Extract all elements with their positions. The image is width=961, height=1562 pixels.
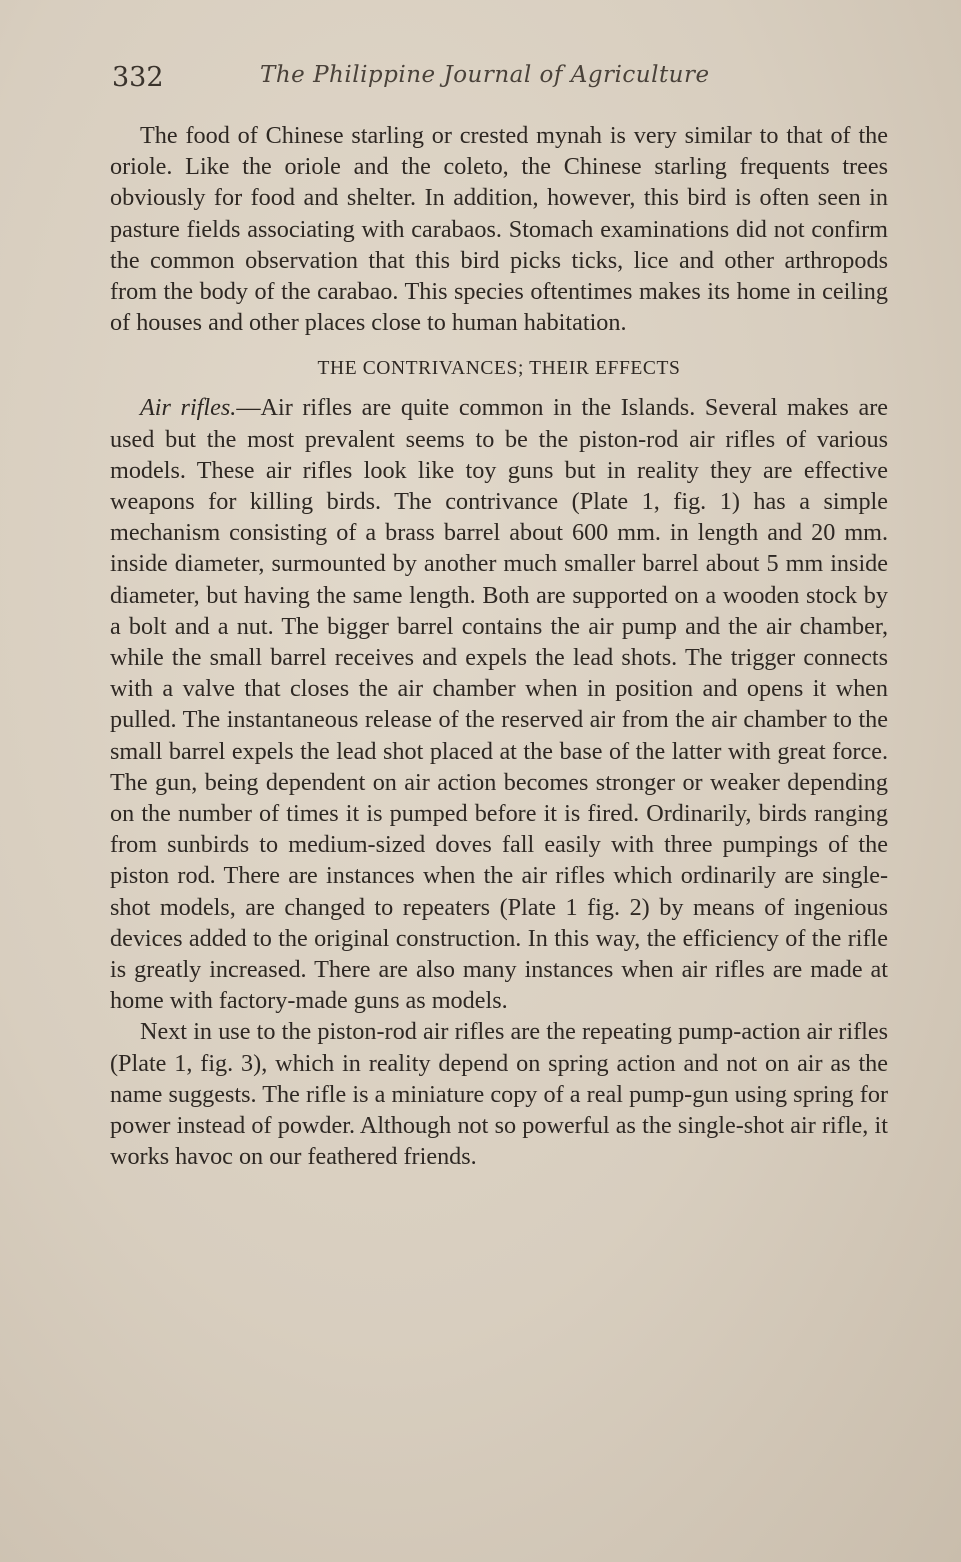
- section-heading: THE CONTRIVANCES; THEIR EFFECTS: [317, 358, 681, 380]
- page-number: 332: [112, 62, 164, 93]
- paragraph-pump-action: Next in use to the piston-rod air rifles are the repeating pump-action air rifles (Plate 1, fig. 3), which in reality depend on spring action and not on air as the name suggests. The rifle is a miniature copy of a real pump-gun using spring for power instead of powder. Although not so powerful as the single-shot air rifle, it works havoc on our feathered friends.: [110, 1018, 888, 1171]
- paragraph-air-rifles: [110, 392, 888, 1016]
- air-rifles-lead-in: Air rifles.: [140, 394, 237, 422]
- journal-title: The Philippine Journal of Agriculture: [260, 62, 710, 88]
- body-text: [110, 120, 888, 1173]
- air-rifles-text: —Air rifles are quite common in the Islands. Several makes are used but the most prevalent seems to be the piston-rod air rifles of various models. These air rifles look like toy guns but in reality they are effective weapons for killing birds. The contrivance (Plate 1, fig. 1) has a simple mechanism consisting of a brass barrel about 600 mm. in length and 20 mm. inside diameter, surmounted by another much smaller barrel about 5 mm inside diameter, but having the same length. Both are supported on a wooden stock by a bolt and a nut. The bigger barrel contains the air pump and the air chamber, while the small barrel receives and expels the lead shots. The trigger connects with a valve that closes the air chamber when in position and opens it when pulled. The instantaneous release of the reserved air from the air chamber to the small barrel expels the lead shot placed at the base of the latter with great force. The gun, being dependent on air action becomes stronger or weaker depending on the number of times it is pumped before it is fired. Ordinarily, birds ranging from sunbirds to medium-sized doves fall easily with three pumpings of the piston rod. There are instances when the air rifles which ordinarily are single-shot models, are changed to repeaters (Plate 1 fig. 2) by means of ingenious devices added to the original construction. In this way, the efficiency of the rifle is greatly increased. There are also many instances when air rifles are made at home with factory-made guns as models.: [110, 394, 888, 1015]
- page-header: [112, 58, 892, 102]
- paragraph-starling: The food of Chinese starling or crested mynah is very similar to that of the oriole. Like the oriole and the coleto, the Chinese starling frequents trees obviously for food and shelter. In addition, however, this bird is often seen in pasture fields associating with carabaos. Stomach examinations did not confirm the common observation that this bird picks ticks, lice and other arthropods from the body of the carabao. This species oftentimes makes its home in ceiling of houses and other places close to human habitation.: [110, 122, 888, 337]
